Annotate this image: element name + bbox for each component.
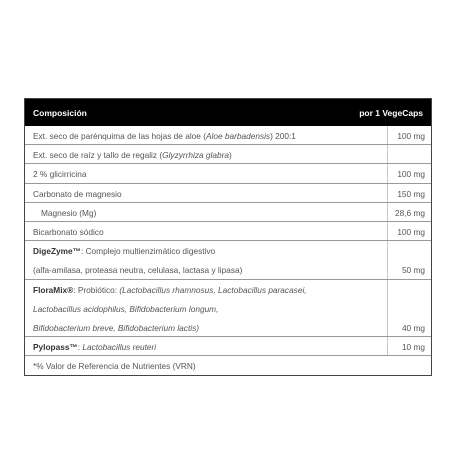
column-divider (387, 337, 388, 355)
row-label: Carbonato de magnesio (33, 188, 122, 199)
column-divider (387, 260, 388, 278)
row-label: DigeZyme™: Complejo multienzimático digestivo (33, 246, 216, 257)
table-row (25, 184, 431, 203)
row-value: 50 mg (401, 265, 425, 276)
row-value: 100 mg (397, 131, 425, 141)
row-label: Bifidobacterium breve, Bifidobacterium lactis) (33, 322, 200, 333)
column-divider (387, 126, 388, 144)
row-label: Ext. seco de parénquima de las hojas de aloe (Aloe barbadensis) 200:1 (33, 131, 296, 141)
table-row (25, 241, 431, 260)
table-header (25, 99, 431, 126)
row-label: Lactobacillus acidophilus, Bifidobacterium longum, (33, 303, 219, 314)
table-row (25, 203, 431, 222)
header-serving: por 1 VegeCaps (359, 107, 423, 118)
column-divider (387, 203, 388, 221)
table-row (25, 280, 431, 299)
table-row (25, 222, 431, 241)
row-label: (alfa-amilasa, proteasa neutra, celulasa, lactasa y lipasa) (33, 265, 243, 276)
table-row (25, 164, 431, 183)
row-label: FloraMix®: Probiótico: (Lactobacillus rhamnosus, Lactobacillus paracasei, (33, 284, 307, 295)
table-row (25, 260, 431, 279)
row-value: 100 mg (397, 226, 425, 237)
footnote-row (25, 356, 431, 375)
row-value: 150 mg (397, 188, 425, 199)
table-row (25, 126, 431, 145)
column-divider (387, 222, 388, 240)
column-divider (387, 145, 388, 163)
row-value: 28,6 mg (395, 207, 425, 218)
column-divider (387, 299, 388, 318)
column-divider (387, 280, 388, 299)
row-label: Magnesio (Mg) (41, 207, 97, 218)
column-divider (387, 241, 388, 260)
composition-table (24, 98, 432, 376)
brand-name: Pylopass™ (33, 342, 78, 353)
row-value: 10 mg (401, 342, 425, 353)
column-divider (387, 184, 388, 202)
table-row (25, 145, 431, 164)
row-label: Pylopass™: Lactobacillus reuteri (33, 342, 157, 353)
column-divider (387, 318, 388, 336)
brand-name: FloraMix® (33, 284, 74, 295)
table-row (25, 337, 431, 356)
row-value: 100 mg (397, 169, 425, 180)
brand-name: DigeZyme™ (33, 246, 81, 257)
table-row (25, 318, 431, 337)
column-divider (387, 164, 388, 182)
header-title: Composición (33, 107, 87, 118)
row-label: Bicarbonato sódico (33, 226, 104, 237)
row-value: 40 mg (401, 322, 425, 333)
table-row (25, 299, 431, 318)
row-label: Ext. seco de raíz y tallo de regaliz (Glyzyrrhiza glabra) (33, 150, 232, 161)
row-label: 2 % glicirricina (33, 169, 87, 180)
footnote-text: *% Valor de Referencia de Nutrientes (VRN) (33, 361, 196, 372)
